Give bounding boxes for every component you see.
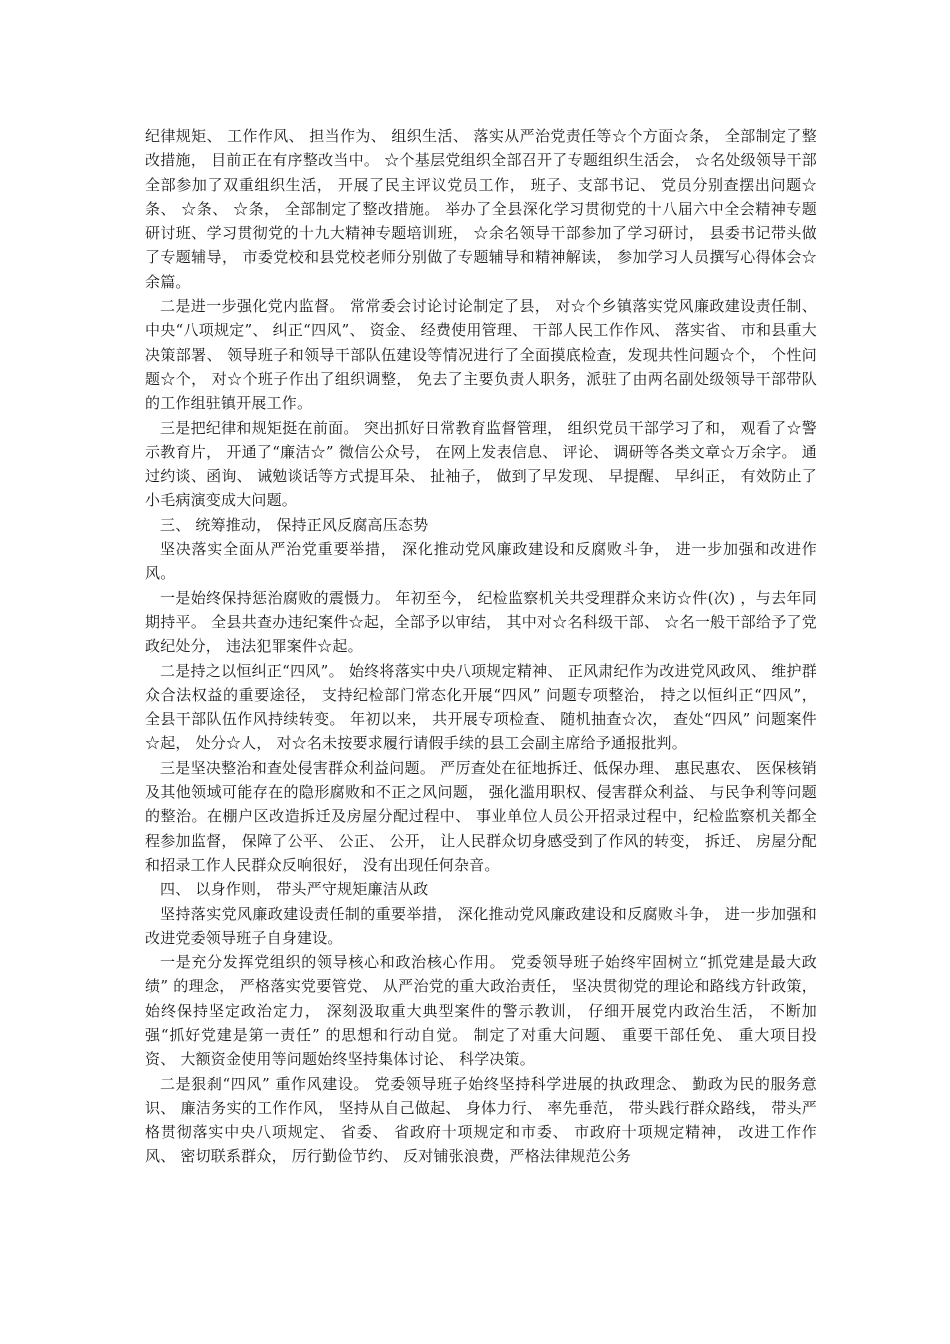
paragraph-section-3-intro: 坚决落实全面从严治党重要举措， 深化推动党风廉政建设和反腐败斗争， 进一步加强和改进作风。 [145,540,817,583]
paragraph-discipline-rules: 三是把纪律和规矩挺在前面。 突出抓好日常教育监督管理， 组织党员干部学习了和， 观看了☆警示教育片， 开通了“廉洁☆” 微信公众号， 在网上发表信息、 评论、 调研等各类文章☆万余字。 通过约谈、函询、 诫勉谈话等方式提耳朵、 扯袖子， 做到了早发现、 早提醒、 早纠正， 有效防止了小毛病演变成大问题。 [145,418,817,510]
paragraph-intraparty-supervision: 二是进一步强化党内监督。 常常委会讨论讨论制定了县， 对☆个乡镇落实党风廉政建设责任制、 中央“八项规定”、 纠正“四风”、 资金、 经费使用管理、 干部人民工作作风、 落实省、 市和县重大决策部署、 领导班子和领导干部队伍建设等情况进行了全面摸底检查，发现共性问题☆个， 个性问题☆个， 对☆个班子作出了组织调整， 免去了主要负责人职务，派驻了由两名副处级领导干部带队的工作组驻镇开展工作。 [145,297,817,413]
section-heading-3: 三、 统筹推动， 保持正风反腐高压态势 [160,515,429,534]
paragraph-work-style: 二是狠刹“四风” 重作风建设。 党委领导班子始终坚持科学进展的执政理念、 勤政为民的服务意识、 廉洁务实的工作作风， 坚持从自己做起、 身体力行、 率先垂范， 带头践行群众路线， 带头严格贯彻落实中央八项规定、 省委、 省政府十项规定和市委、 市政府十项规定精神， 改进工作作风、 密切联系群众， 厉行勤俭节约、 反对铺张浪费，严格法律规范公务 [145,1074,817,1166]
paragraph-public-interest: 三是坚决整治和查处侵害群众利益问题。 严厉查处在征地拆迁、低保办理、 惠民惠农、 医保核销及其他领域可能存在的隐形腐败和不正之风问题， 强化滥用职权、侵害群众利益、 与民争利等问题的整治。在棚户区改造拆迁及房屋分配过程中、 事业单位人员公开招录过程中，纪检监察机关都全程参加监督， 保障了公平、 公正、 公开， 让人民群众切身感受到了作风的转变， 拆迁、 房屋分配和招录工作人民群众反响很好， 没有出现任何杂音。 [145,758,817,874]
paragraph-section-4-intro: 坚持落实党风廉政建设责任制的重要举措， 深化推动党风廉政建设和反腐败斗争， 进一步加强和改进党委领导班子自身建设。 [145,904,817,947]
section-heading-4: 四、 以身作则， 带头严守规矩廉洁从政 [160,880,429,899]
paragraph-four-winds: 二是持之以恒纠正“四风”。 始终将落实中央八项规定精神、 正风肃纪作为改进党风政风、 维护群众合法权益的重要途径， 支持纪检部门常态化开展“四风” 问题专项整治， 持之以恒纠正“四风”， 全县干部队伍作风持续转变。 年初以来， 共开展专项检查、 随机抽查☆次， 查处“四风” 问题案件☆起， 处分☆人， 对☆名未按要求履行请假手续的县工会副主席给予通报批判。 [145,661,817,753]
paragraph-anti-corruption: 一是始终保持惩治腐败的震慑力。 年初至今， 纪检监察机关共受理群众来访☆件(次) ，与去年同期持平。 全县共查办违纪案件☆起，全部予以审结， 其中对☆名科级干部、 ☆名一般干部给予了党政纪处分， 违法犯罪案件☆起。 [145,588,817,656]
paragraph-continued: 纪律规矩、 工作作风、 担当作为、 组织生活、 落实从严治党责任等☆个方面☆条， 全部制定了整改措施， 目前正在有序整改当中。 ☆个基层党组织全部召开了专题组织生活会， ☆名处级领导干部全部参加了双重组织生活， 开展了民主评议党员工作， 班子、支部书记、 党员分别查摆出问题☆条、 ☆条、 ☆条， 全部制定了整改措施。 举办了全县深化学习贯彻党的十八届六中全会精神专题研讨班、学习贯彻党的十九大精神专题培训班， ☆余名领导干部参加了学习研讨， 县委书记带头做了专题辅导， 市委党校和县党校老师分别做了专题辅导和精神解读， 参加学习人员撰写心得体会☆余篇。 [145,127,817,291]
paragraph-leadership-core: 一是充分发挥党组织的领导核心和政治核心作用。 党委领导班子始终牢固树立“抓党建是最大政绩” 的理念， 严格落实党要管党、 从严治党的重大政治责任， 坚决贯彻党的理论和路线方针政策， 始终保持坚定政治定力， 深刻汲取重大典型案件的警示教训， 仔细开展党内政治生活， 不断加强“抓好党建是第一责任” 的思想和行动自觉。 制定了对重大问题、 重要干部任免、 重大项目投资、 大额资金使用等问题始终坚持集体讨论、 科学决策。 [145,953,817,1069]
document-body [145,124,817,1169]
